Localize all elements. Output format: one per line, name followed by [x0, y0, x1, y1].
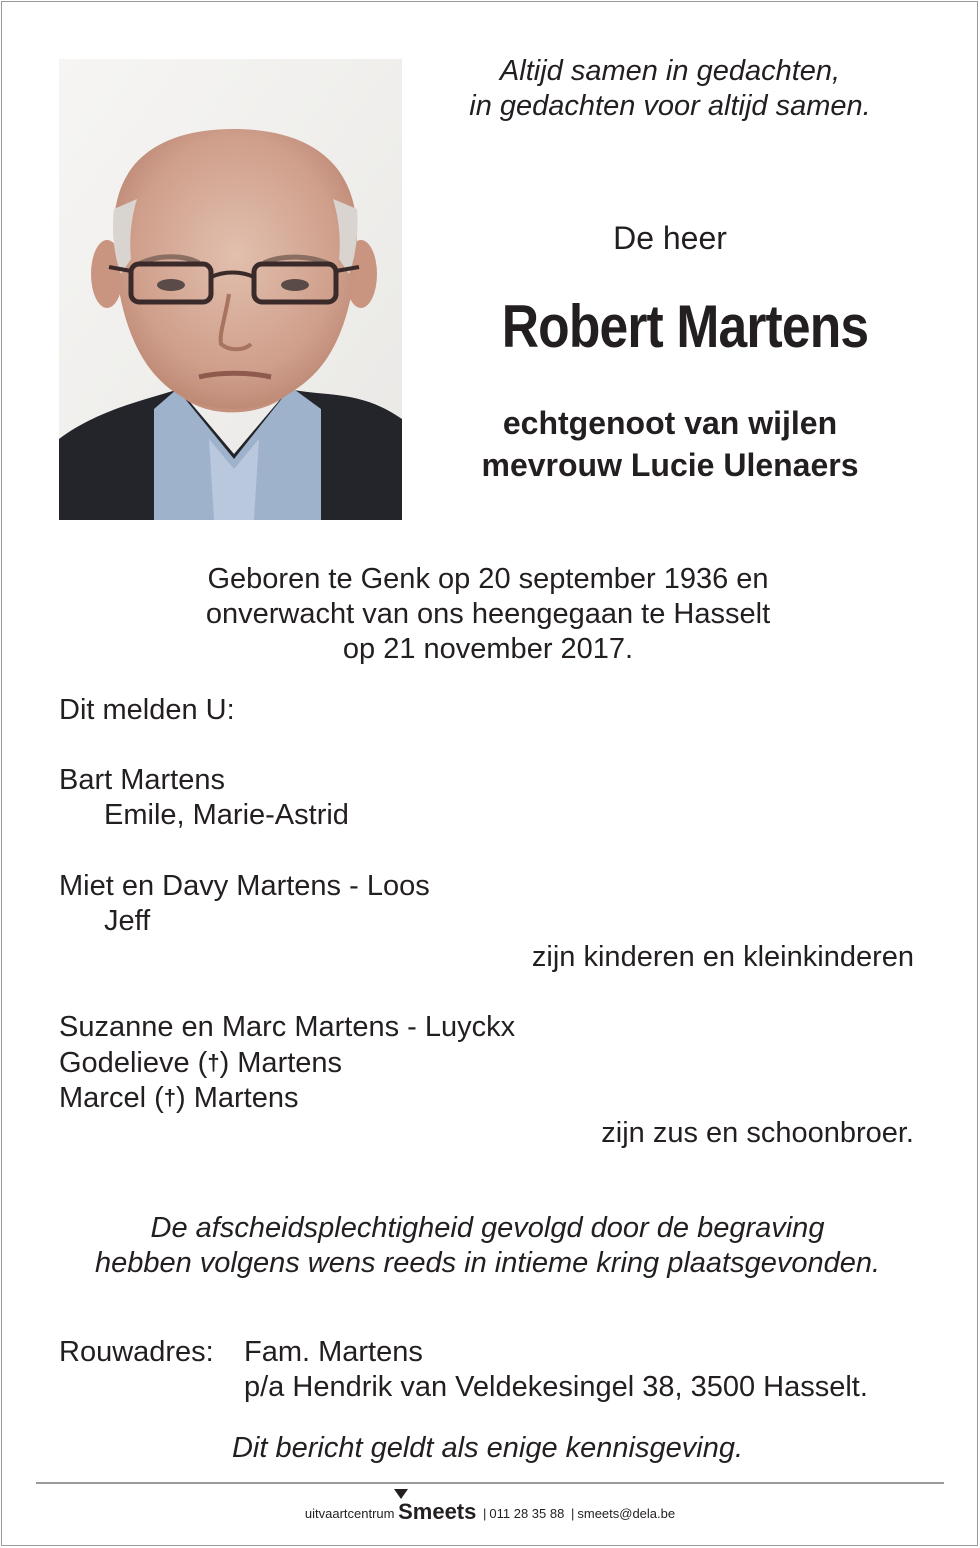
footer-separator: |	[570, 1506, 575, 1521]
portrait-photo	[59, 59, 402, 520]
name-part: Marcel (	[59, 1082, 164, 1114]
footer-prefix: uitvaartcentrum	[304, 1506, 395, 1521]
funeral-home-brand: Smeets	[398, 1499, 477, 1524]
name-part: ) Martens	[175, 1082, 299, 1114]
family-member: Suzanne en Marc Martens - Luyckx	[59, 1011, 516, 1043]
birth-line: onverwacht van ons heengegaan te Hasselt	[205, 598, 771, 630]
footer	[0, 1498, 980, 1528]
relation-label: zijn kinderen en kleinkinderen	[531, 941, 914, 973]
grandchildren: Emile, Marie-Astrid	[104, 799, 349, 831]
spouse-line: echtgenoot van wijlen	[502, 405, 838, 441]
spouse-info	[430, 402, 910, 486]
birth-death-info	[100, 562, 876, 667]
footer-email: smeets@dela.be	[577, 1506, 676, 1521]
address-label: Rouwadres:	[59, 1336, 214, 1368]
footer-divider	[36, 1482, 944, 1484]
grandchildren: Jeff	[104, 905, 151, 937]
announce-heading: Dit melden U:	[59, 694, 235, 726]
notice: Dit bericht geldt als enige kennisgeving.	[231, 1432, 744, 1464]
cross-icon: †	[163, 1085, 176, 1110]
cross-icon: †	[207, 1050, 220, 1075]
family-member	[59, 1080, 298, 1116]
name-part: Godelieve (	[59, 1047, 208, 1079]
deceased-name: Robert Martens	[501, 293, 869, 360]
ceremony-line: De afscheidsplechtigheid gevolgd door de begraving	[150, 1212, 825, 1244]
spouse-line: mevrouw Lucie Ulenaers	[481, 447, 859, 483]
family-member	[59, 1045, 342, 1081]
footer-separator: |	[483, 1506, 487, 1521]
relation-label: zijn zus en schoonbroer.	[601, 1117, 914, 1149]
motto-line: Altijd samen in gedachten,	[499, 55, 841, 87]
ceremony-line: hebben volgens wens reeds in intieme kring plaatsgevonden.	[94, 1247, 881, 1279]
address-name: Fam. Martens	[244, 1336, 423, 1368]
footer-phone: 011 28 35 88	[489, 1506, 565, 1521]
motto-line: in gedachten voor altijd samen.	[469, 90, 871, 122]
birth-line: Geboren te Genk op 20 september 1936 en	[207, 563, 769, 595]
address-street: p/a Hendrik van Veldekesingel 38, 3500 Hasselt.	[244, 1371, 868, 1403]
name-part: ) Martens	[219, 1047, 343, 1079]
ceremony-info	[40, 1211, 935, 1281]
title-prefix: De heer	[613, 220, 727, 256]
family-member: Miet en Davy Martens - Loos	[59, 870, 430, 902]
motto	[430, 54, 910, 124]
family-member: Bart Martens	[59, 764, 225, 796]
death-line: op 21 november 2017.	[342, 633, 634, 665]
